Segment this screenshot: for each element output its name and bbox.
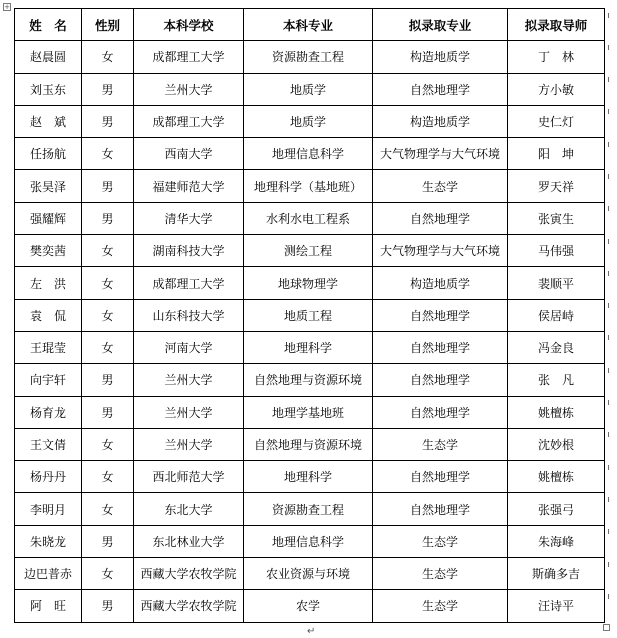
cell-name: 阿 旺 bbox=[15, 590, 82, 622]
header-advisor: 拟录取导师 bbox=[508, 9, 605, 41]
cell-undergrad-school: 兰州大学 bbox=[134, 396, 244, 428]
cell-admitted-major: 大气物理学与大气环境 bbox=[373, 235, 508, 267]
row-end-mark-icon bbox=[608, 562, 612, 567]
cell-admitted-major: 生态学 bbox=[373, 170, 508, 202]
row-end-mark-icon bbox=[608, 239, 612, 244]
table-row bbox=[15, 396, 605, 428]
row-end-mark-icon bbox=[608, 13, 612, 18]
cell-advisor: 史仁灯 bbox=[508, 105, 605, 137]
cell-advisor: 方小敏 bbox=[508, 73, 605, 105]
cell-gender: 男 bbox=[82, 170, 134, 202]
cell-name: 边巴普赤 bbox=[15, 558, 82, 590]
cell-advisor: 阳 坤 bbox=[508, 138, 605, 170]
cell-undergrad-school: 东北林业大学 bbox=[134, 525, 244, 557]
cell-name: 杨育龙 bbox=[15, 396, 82, 428]
header-gender: 性别 bbox=[82, 9, 134, 41]
table-row bbox=[15, 331, 605, 363]
row-end-mark-icon bbox=[608, 303, 612, 308]
cell-gender: 男 bbox=[82, 364, 134, 396]
row-end-mark-icon bbox=[608, 109, 612, 114]
cell-name: 赵晨圆 bbox=[15, 41, 82, 73]
header-undergrad-school: 本科学校 bbox=[134, 9, 244, 41]
cell-advisor: 裴顺平 bbox=[508, 267, 605, 299]
cell-gender: 女 bbox=[82, 331, 134, 363]
row-end-mark-icon bbox=[608, 529, 612, 534]
cell-name: 袁 侃 bbox=[15, 299, 82, 331]
cell-undergrad-major: 地质学 bbox=[244, 105, 373, 137]
cell-undergrad-major: 地球物理学 bbox=[244, 267, 373, 299]
cell-gender: 女 bbox=[82, 235, 134, 267]
cell-advisor: 姚檀栋 bbox=[508, 396, 605, 428]
cell-advisor: 侯居峙 bbox=[508, 299, 605, 331]
cell-undergrad-school: 成都理工大学 bbox=[134, 105, 244, 137]
cell-undergrad-major: 测绘工程 bbox=[244, 235, 373, 267]
cell-undergrad-school: 福建师范大学 bbox=[134, 170, 244, 202]
cell-undergrad-major: 地质工程 bbox=[244, 299, 373, 331]
cell-undergrad-school: 兰州大学 bbox=[134, 73, 244, 105]
cell-admitted-major: 自然地理学 bbox=[373, 202, 508, 234]
cell-undergrad-major: 自然地理与资源环境 bbox=[244, 364, 373, 396]
cell-advisor: 罗天祥 bbox=[508, 170, 605, 202]
cell-admitted-major: 生态学 bbox=[373, 558, 508, 590]
row-end-mark-icon bbox=[608, 335, 612, 340]
cell-undergrad-school: 清华大学 bbox=[134, 202, 244, 234]
cell-undergrad-major: 地理科学 bbox=[244, 331, 373, 363]
cell-name: 樊奕茜 bbox=[15, 235, 82, 267]
cell-gender: 女 bbox=[82, 41, 134, 73]
cell-name: 刘玉东 bbox=[15, 73, 82, 105]
row-end-mark-icon bbox=[608, 594, 612, 599]
header-undergrad-major: 本科专业 bbox=[244, 9, 373, 41]
cell-admitted-major: 生态学 bbox=[373, 428, 508, 460]
cell-undergrad-major: 地理科学（基地班） bbox=[244, 170, 373, 202]
cell-admitted-major: 自然地理学 bbox=[373, 364, 508, 396]
cell-gender: 女 bbox=[82, 461, 134, 493]
cell-advisor: 丁 林 bbox=[508, 41, 605, 73]
row-end-mark-icon bbox=[608, 174, 612, 179]
table-row bbox=[15, 525, 605, 557]
cell-advisor: 朱海峰 bbox=[508, 525, 605, 557]
cell-undergrad-major: 地理学基地班 bbox=[244, 396, 373, 428]
cell-admitted-major: 生态学 bbox=[373, 525, 508, 557]
cell-undergrad-school: 河南大学 bbox=[134, 331, 244, 363]
table-row bbox=[15, 202, 605, 234]
paragraph-mark-icon: ↵ bbox=[307, 626, 316, 637]
cell-undergrad-school: 兰州大学 bbox=[134, 364, 244, 396]
cell-undergrad-school: 兰州大学 bbox=[134, 428, 244, 460]
cell-name: 张昊泽 bbox=[15, 170, 82, 202]
row-end-mark-icon bbox=[608, 142, 612, 147]
cell-admitted-major: 自然地理学 bbox=[373, 299, 508, 331]
cell-advisor: 冯金良 bbox=[508, 331, 605, 363]
cell-undergrad-school: 成都理工大学 bbox=[134, 41, 244, 73]
table-row bbox=[15, 267, 605, 299]
cell-advisor: 张强弓 bbox=[508, 493, 605, 525]
cell-undergrad-major: 地质学 bbox=[244, 73, 373, 105]
cell-gender: 女 bbox=[82, 267, 134, 299]
table-row bbox=[15, 299, 605, 331]
row-end-mark-icon bbox=[608, 271, 612, 276]
cell-name: 任扬航 bbox=[15, 138, 82, 170]
cell-undergrad-school: 西藏大学农牧学院 bbox=[134, 558, 244, 590]
cell-undergrad-school: 西南大学 bbox=[134, 138, 244, 170]
cell-gender: 男 bbox=[82, 590, 134, 622]
cell-admitted-major: 构造地质学 bbox=[373, 105, 508, 137]
cell-undergrad-major: 自然地理与资源环境 bbox=[244, 428, 373, 460]
cell-advisor: 马伟强 bbox=[508, 235, 605, 267]
cell-gender: 男 bbox=[82, 525, 134, 557]
cell-undergrad-school: 东北大学 bbox=[134, 493, 244, 525]
cell-undergrad-major: 地理信息科学 bbox=[244, 138, 373, 170]
admission-table bbox=[14, 8, 605, 623]
cell-gender: 女 bbox=[82, 558, 134, 590]
cell-admitted-major: 自然地理学 bbox=[373, 396, 508, 428]
cell-name: 强耀辉 bbox=[15, 202, 82, 234]
cell-admitted-major: 自然地理学 bbox=[373, 331, 508, 363]
table-row bbox=[15, 170, 605, 202]
table-row bbox=[15, 73, 605, 105]
cell-admitted-major: 构造地质学 bbox=[373, 267, 508, 299]
cell-admitted-major: 大气物理学与大气环境 bbox=[373, 138, 508, 170]
table-header-row bbox=[15, 9, 605, 41]
cell-name: 赵 斌 bbox=[15, 105, 82, 137]
cell-gender: 女 bbox=[82, 493, 134, 525]
cell-advisor: 张寅生 bbox=[508, 202, 605, 234]
cell-name: 王文倩 bbox=[15, 428, 82, 460]
cell-advisor: 汪诗平 bbox=[508, 590, 605, 622]
cell-advisor: 张 凡 bbox=[508, 364, 605, 396]
row-end-mark-icon bbox=[608, 77, 612, 82]
cell-undergrad-major: 资源勘查工程 bbox=[244, 41, 373, 73]
table-row bbox=[15, 461, 605, 493]
row-end-mark-icon bbox=[608, 206, 612, 211]
table-row bbox=[15, 590, 605, 622]
cell-advisor: 姚檀栋 bbox=[508, 461, 605, 493]
table-row bbox=[15, 235, 605, 267]
table-row bbox=[15, 364, 605, 396]
row-end-mark-icon bbox=[608, 432, 612, 437]
cell-undergrad-school: 西藏大学农牧学院 bbox=[134, 590, 244, 622]
cell-admitted-major: 自然地理学 bbox=[373, 73, 508, 105]
row-end-mark-icon bbox=[608, 400, 612, 405]
cell-admitted-major: 自然地理学 bbox=[373, 493, 508, 525]
table-row bbox=[15, 428, 605, 460]
cell-admitted-major: 构造地质学 bbox=[373, 41, 508, 73]
table-row bbox=[15, 138, 605, 170]
cell-gender: 男 bbox=[82, 73, 134, 105]
cell-undergrad-major: 农学 bbox=[244, 590, 373, 622]
cell-gender: 女 bbox=[82, 428, 134, 460]
row-end-mark-icon bbox=[608, 465, 612, 470]
cell-gender: 男 bbox=[82, 396, 134, 428]
cell-gender: 男 bbox=[82, 105, 134, 137]
cell-undergrad-major: 资源勘查工程 bbox=[244, 493, 373, 525]
table-move-handle-icon[interactable]: + bbox=[4, 3, 10, 11]
cell-undergrad-major: 水利水电工程系 bbox=[244, 202, 373, 234]
cell-name: 向宇轩 bbox=[15, 364, 82, 396]
cell-gender: 女 bbox=[82, 138, 134, 170]
cell-name: 王琨莹 bbox=[15, 331, 82, 363]
cell-name: 朱晓龙 bbox=[15, 525, 82, 557]
cell-advisor: 斯确多吉 bbox=[508, 558, 605, 590]
cell-name: 左 洪 bbox=[15, 267, 82, 299]
cell-gender: 男 bbox=[82, 202, 134, 234]
table-row bbox=[15, 493, 605, 525]
table-row bbox=[15, 105, 605, 137]
row-end-mark-icon bbox=[608, 45, 612, 50]
cell-name: 杨丹丹 bbox=[15, 461, 82, 493]
cell-undergrad-school: 成都理工大学 bbox=[134, 267, 244, 299]
table-row bbox=[15, 41, 605, 73]
cell-undergrad-school: 山东科技大学 bbox=[134, 299, 244, 331]
header-name: 姓 名 bbox=[15, 9, 82, 41]
cell-name: 李明月 bbox=[15, 493, 82, 525]
table-resize-handle-icon[interactable] bbox=[603, 624, 610, 631]
table-row bbox=[15, 558, 605, 590]
header-admitted-major: 拟录取专业 bbox=[373, 9, 508, 41]
cell-undergrad-major: 地理科学 bbox=[244, 461, 373, 493]
cell-undergrad-major: 农业资源与环境 bbox=[244, 558, 373, 590]
cell-advisor: 沈妙根 bbox=[508, 428, 605, 460]
row-end-mark-icon bbox=[608, 368, 612, 373]
cell-gender: 女 bbox=[82, 299, 134, 331]
row-end-mark-icon bbox=[608, 497, 612, 502]
cell-admitted-major: 自然地理学 bbox=[373, 461, 508, 493]
cell-admitted-major: 生态学 bbox=[373, 590, 508, 622]
cell-undergrad-school: 西北师范大学 bbox=[134, 461, 244, 493]
cell-undergrad-school: 湖南科技大学 bbox=[134, 235, 244, 267]
cell-undergrad-major: 地理信息科学 bbox=[244, 525, 373, 557]
